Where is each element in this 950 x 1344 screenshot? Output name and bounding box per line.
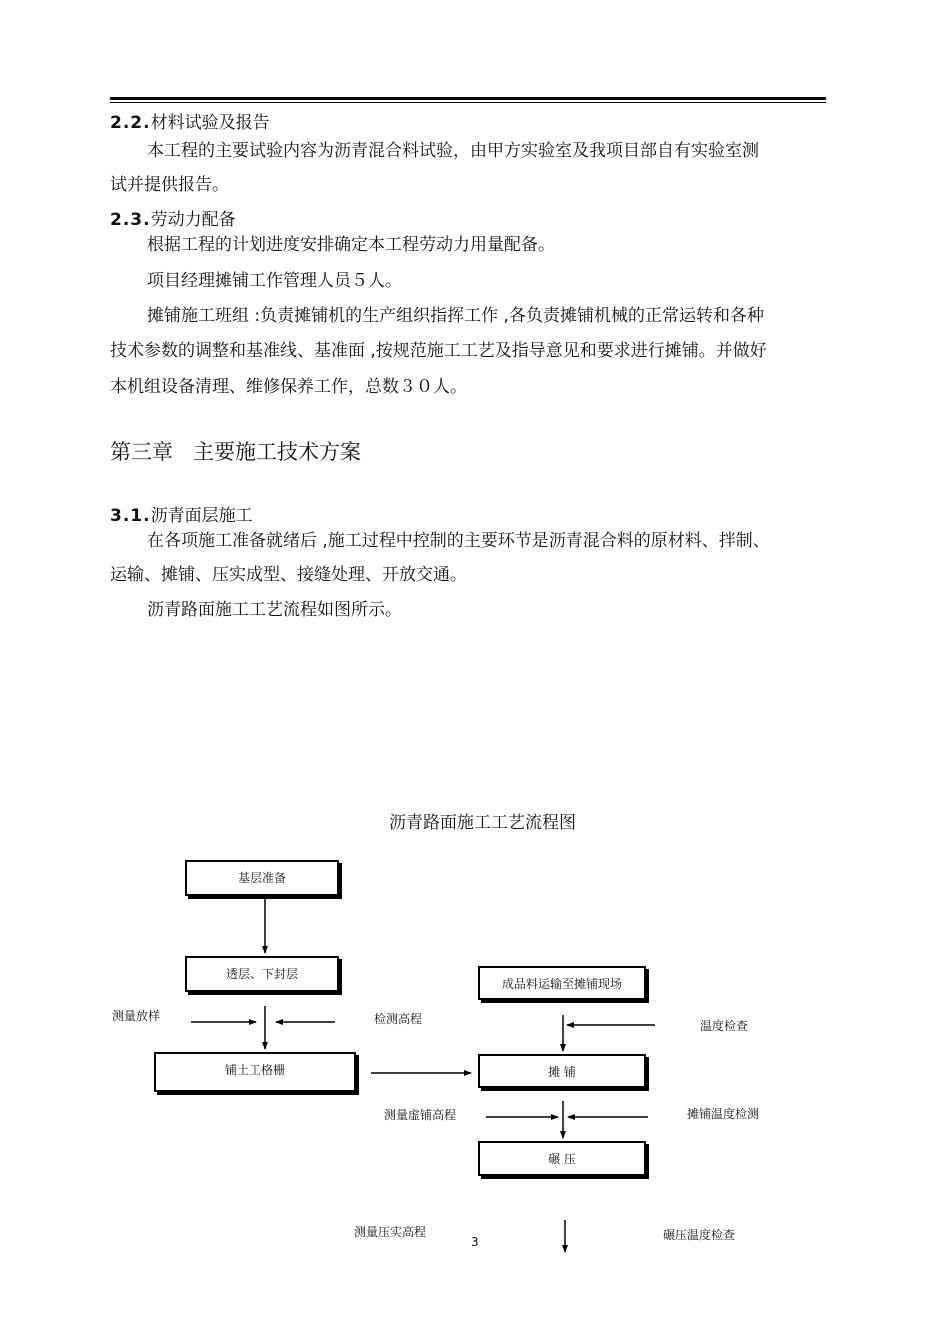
section-number: 3.1. — [110, 506, 151, 526]
flow-box-base-prep: 基层准备 — [185, 860, 339, 896]
section-title: 沥青面层施工 — [150, 506, 253, 526]
section-number: 2.2. — [110, 113, 151, 133]
flow-label-rolling-temp: 碾压温度检查 — [663, 1228, 736, 1242]
paragraph-line: 本工程的主要试验内容为沥青混合料试验，由甲方实验室及我项目部自有实验室测 — [147, 141, 759, 161]
page-number: 3 — [471, 1235, 479, 1249]
flow-label-temp-check: 温度检查 — [700, 1019, 749, 1033]
section-title: 材料试验及报告 — [150, 113, 270, 133]
flow-box-paving: 摊 铺 — [478, 1054, 646, 1088]
chapter-heading: 第三章 主要施工技术方案 — [110, 440, 362, 464]
flow-box-seal-layer: 透层、下封层 — [185, 956, 339, 992]
flow-label-check-elevation: 检测高程 — [374, 1012, 423, 1026]
flow-label-survey-layout: 测量放样 — [112, 1009, 161, 1023]
paragraph-line: 根据工程的计划进度安排确定本工程劳动力用量配备。 — [147, 235, 555, 255]
flow-box-geogrid: 铺土工格栅 — [154, 1052, 356, 1092]
paragraph-line: 在各项施工准备就绪后 ,施工过程中控制的主要环节是沥青混合料的原材料、拌制、 — [147, 531, 770, 551]
flow-label-measure-loose: 测量虚铺高程 — [384, 1108, 457, 1122]
section-title: 劳动力配备 — [150, 210, 236, 230]
paragraph-line: 技术参数的调整和基准线、基准面 ,按规范施工工艺及指导意见和要求进行摊铺。并做好 — [110, 341, 767, 361]
paragraph-line: 摊铺施工班组 :负责摊铺机的生产组织指挥工作 ,各负责摊铺机械的正常运转和各种 — [147, 306, 764, 326]
flow-box-rolling: 碾 压 — [478, 1141, 646, 1176]
paragraph-line: 本机组设备清理、维修保养工作，总数３０人。 — [110, 377, 467, 397]
flow-label-measure-compacted: 测量压实高程 — [354, 1225, 427, 1239]
section-number: 2.3. — [110, 210, 151, 230]
flow-box-transport: 成品料运输至摊铺现场 — [478, 966, 646, 1000]
paragraph-line: 项目经理摊铺工作管理人员５人。 — [147, 271, 402, 291]
paragraph-line: 试并提供报告。 — [110, 175, 229, 195]
paragraph-line: 运输、摊铺、压实成型、接缝处理、开放交通。 — [110, 565, 467, 585]
paragraph-line: 沥青路面施工工艺流程如图所示。 — [147, 600, 402, 620]
flow-label-paving-temp: 摊铺温度检测 — [687, 1107, 760, 1121]
flowchart-title: 沥青路面施工工艺流程图 — [389, 813, 576, 833]
